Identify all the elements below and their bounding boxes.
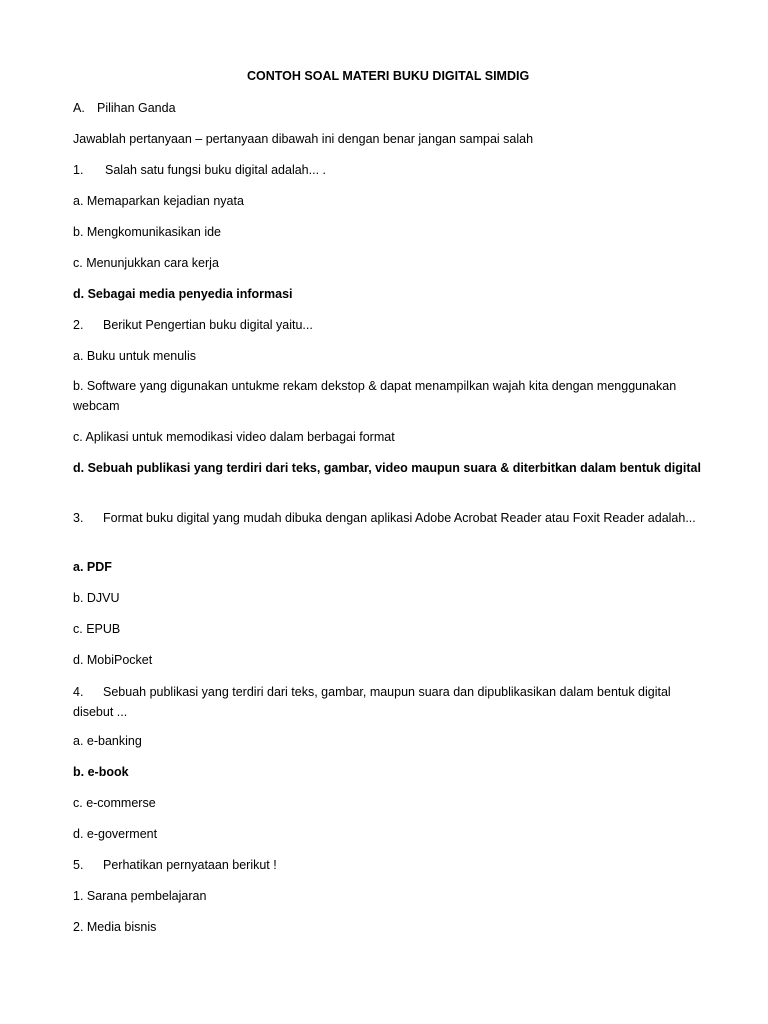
question-text: Format buku digital yang mudah dibuka dengan aplikasi Adobe Acrobat Reader atau Foxit Reader adalah... xyxy=(103,511,696,525)
instruction-text: Jawablah pertanyaan – pertanyaan dibawah ini dengan benar jangan sampai salah xyxy=(73,132,534,146)
section-label: Pilihan Ganda xyxy=(97,101,176,115)
question-number: 5. xyxy=(73,858,84,872)
option-d: d. Sebuah publikasi yang terdiri dari teks, gambar, video maupun suara & diterbitkan dalam bentuk digital xyxy=(73,461,701,475)
question-text: Salah satu fungsi buku digital adalah... . xyxy=(105,163,326,177)
option-d: d. Sebagai media penyedia informasi xyxy=(73,287,293,301)
page-title: CONTOH SOAL MATERI BUKU DIGITAL SIMDIG xyxy=(247,69,530,83)
question-text: Sebuah publikasi yang terdiri dari teks, gambar, maupun suara dan dipublikasikan dalam bentuk digital disebut ... xyxy=(73,685,671,719)
section-letter: A. xyxy=(73,101,85,115)
option-a: a. Memaparkan kejadian nyata xyxy=(73,194,244,208)
question-number: 1. xyxy=(73,163,84,177)
option-c: c. e-commerse xyxy=(73,796,156,810)
question-2 xyxy=(73,315,313,335)
question-number: 4. xyxy=(73,685,84,699)
option-b: b. Software yang digunakan untukme rekam dekstop & dapat menampilkan wajah kita dengan menggunakan webcam xyxy=(73,379,677,413)
option-c: c. EPUB xyxy=(73,622,121,636)
statement-2: 2. Media bisnis xyxy=(73,920,157,934)
option-c: c. Menunjukkan cara kerja xyxy=(73,256,219,270)
statement-1: 1. Sarana pembelajaran xyxy=(73,889,207,903)
question-1 xyxy=(73,160,326,180)
option-a: a. e-banking xyxy=(73,734,142,748)
option-b: b. DJVU xyxy=(73,591,120,605)
question-4 xyxy=(73,682,713,722)
question-text: Perhatikan pernyataan berikut ! xyxy=(103,858,277,872)
option-c: c. Aplikasi untuk memodikasi video dalam berbagai format xyxy=(73,430,395,444)
option-b: b. Mengkomunikasikan ide xyxy=(73,225,221,239)
section-heading xyxy=(73,98,176,118)
question-5 xyxy=(73,855,277,875)
question-text: Berikut Pengertian buku digital yaitu... xyxy=(103,318,313,332)
option-a: a. PDF xyxy=(73,560,112,574)
option-b: b. e-book xyxy=(73,765,129,779)
question-number: 3. xyxy=(73,511,84,525)
question-3 xyxy=(73,508,713,528)
option-a: a. Buku untuk menulis xyxy=(73,349,196,363)
question-number: 2. xyxy=(73,318,84,332)
option-d: d. e-goverment xyxy=(73,827,158,841)
option-d: d. MobiPocket xyxy=(73,653,153,667)
